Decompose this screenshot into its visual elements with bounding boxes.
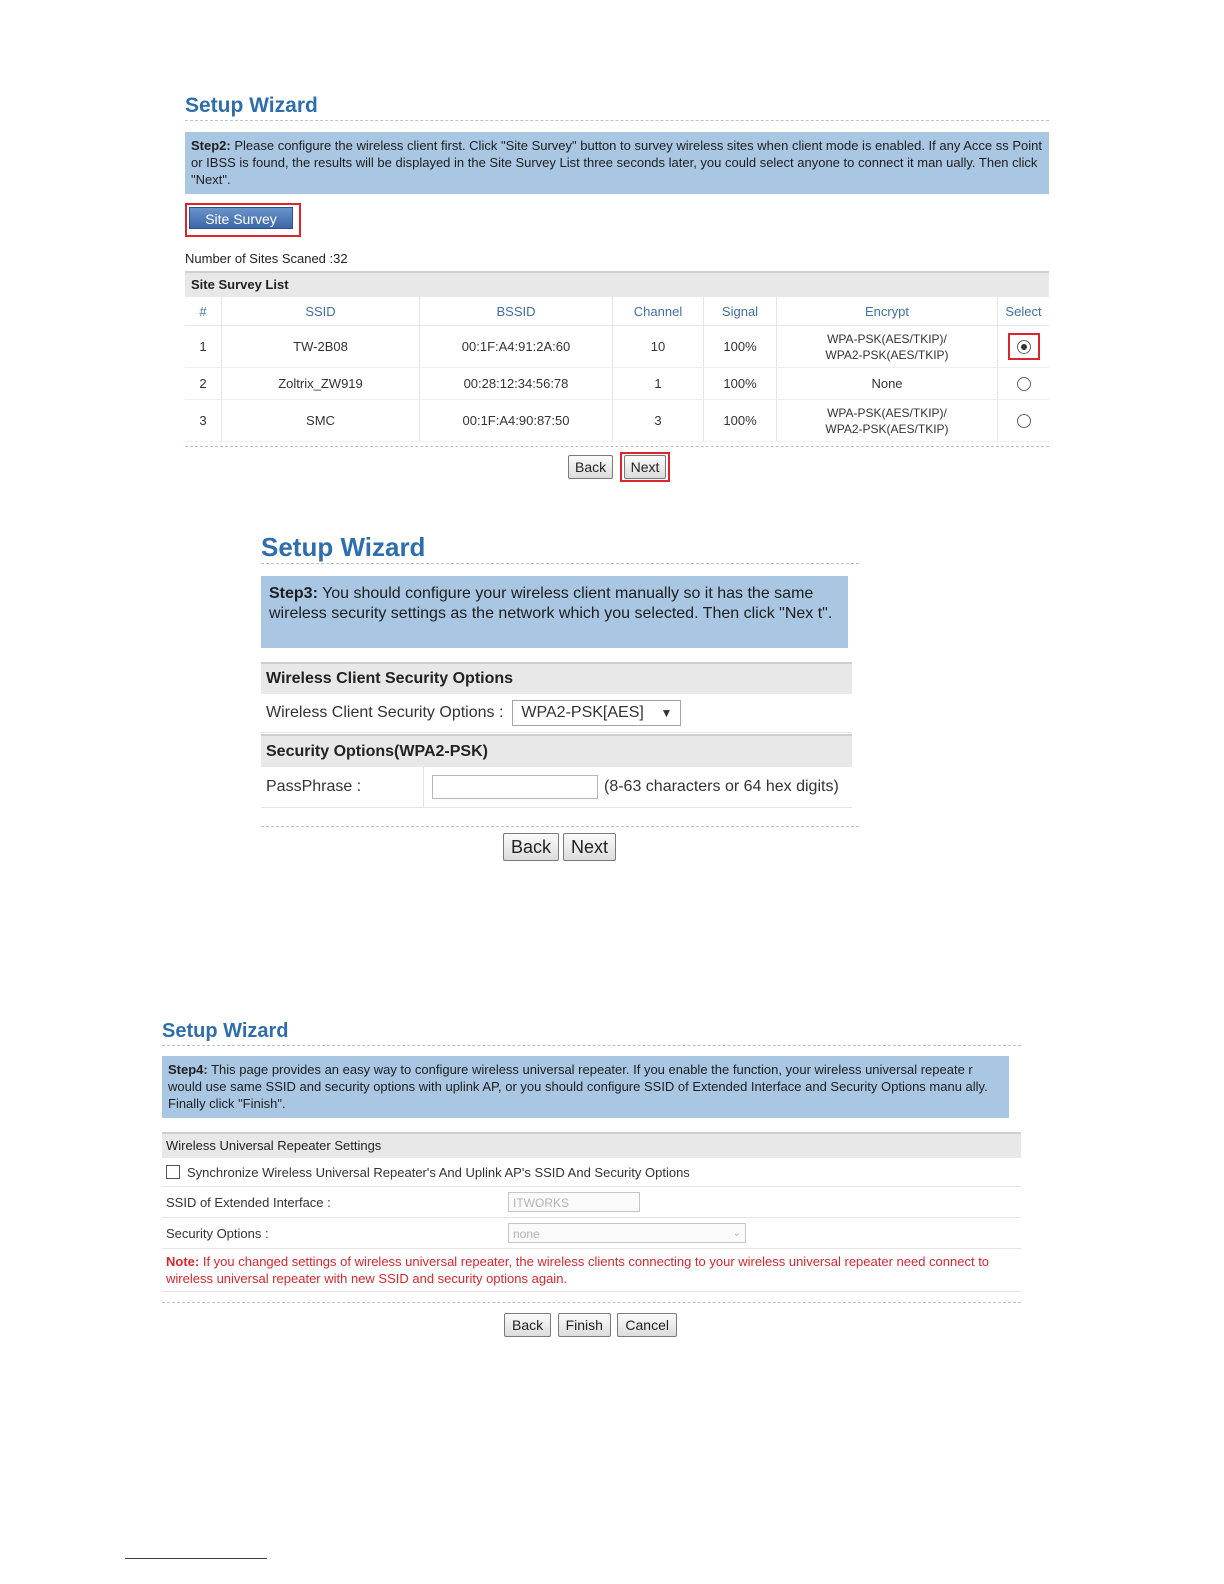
col-select: Select — [998, 297, 1050, 326]
section-title-client-security: Wireless Client Security Options — [261, 662, 852, 694]
repeater-note: Note: If you changed settings of wireless universal repeater, the wireless clients connecting to your wireless universal repeater need connect to wireless universal repeater with new SSID and security options again. — [162, 1249, 1021, 1292]
table-divider — [185, 446, 1049, 447]
sync-row — [162, 1158, 1021, 1187]
step-instructions: Step3: You should configure your wireless client manually so it has the same wireless security settings as the network which you selected. Then click "Nex t". — [261, 576, 848, 648]
setup-wizard-step3-panel — [261, 531, 859, 857]
site-survey-highlight — [185, 203, 301, 237]
col-number: # — [185, 297, 222, 326]
table-row[interactable]: 2 Zoltrix_ZW919 00:28:12:34:56:78 1 100% None — [185, 368, 1049, 400]
title-divider — [261, 563, 859, 564]
ssid-input[interactable]: ITWORKS — [508, 1192, 640, 1212]
ssid-label: SSID of Extended Interface : — [166, 1194, 331, 1210]
title-divider — [162, 1045, 1021, 1046]
security-form — [261, 662, 852, 808]
passphrase-row — [261, 767, 852, 808]
footnote-divider — [125, 1558, 267, 1559]
back-button[interactable]: Back — [568, 455, 613, 479]
ssid-row — [162, 1187, 1021, 1218]
back-button[interactable]: Back — [503, 833, 559, 861]
passphrase-hint: (8-63 characters or 64 hex digits) — [604, 778, 839, 795]
security-row — [162, 1218, 1021, 1249]
table-row[interactable]: 3 SMC 00:1F:A4:90:87:50 3 100% WPA-PSK(AES/TKIP)/ WPA2-PSK(AES/TKIP) — [185, 400, 1049, 442]
col-bssid: BSSID — [420, 297, 613, 326]
page-title: Setup Wizard — [185, 94, 318, 117]
cancel-button[interactable]: Cancel — [617, 1313, 677, 1337]
next-button[interactable]: Next — [624, 455, 667, 479]
form-divider — [261, 826, 859, 827]
table-row[interactable]: 1 TW-2B08 00:1F:A4:91:2A:60 10 100% WPA-PSK(AES/TKIP)/ WPA2-PSK(AES/TKIP) — [185, 326, 1049, 368]
select-radio-3[interactable] — [1017, 414, 1031, 428]
step-instructions: Step4: This page provides an easy way to configure wireless universal repeater. If you enable the function, your wireless universal repeate r would use same SSID and security options with uplink AP, or you should configure SSID of Extended Interface and Security Options manu ally. Finally click "Finish". — [162, 1056, 1009, 1118]
page-title: Setup Wizard — [261, 532, 426, 562]
site-survey-list-title: Site Survey List — [185, 271, 1049, 297]
next-button[interactable]: Next — [563, 833, 616, 861]
security-select[interactable]: none ⌄ — [508, 1223, 746, 1243]
col-ssid: SSID — [222, 297, 420, 326]
step-instructions: Step2: Please configure the wireless client first. Click "Site Survey" button to survey wireless sites when client mode is enabled. If any Acce ss Point or IBSS is found, the results will be displayed in the Site Survey List three seconds later, you could select anyone to connect it man ually. Then click "Next". — [185, 132, 1049, 194]
sync-checkbox[interactable] — [166, 1165, 180, 1179]
security-option-label: Wireless Client Security Options : — [266, 704, 504, 721]
setup-wizard-step4-panel — [162, 1018, 1021, 1333]
step2-buttons — [568, 452, 670, 482]
back-button[interactable]: Back — [504, 1313, 551, 1337]
passphrase-input[interactable] — [432, 775, 598, 799]
security-option-select[interactable]: WPA2-PSK[AES] ▼ — [512, 700, 681, 726]
col-encrypt: Encrypt — [777, 297, 998, 326]
step4-buttons — [504, 1313, 679, 1337]
col-channel: Channel — [613, 297, 704, 326]
form-divider — [162, 1302, 1021, 1303]
passphrase-label: PassPhrase : — [261, 767, 424, 807]
security-option-row — [261, 694, 852, 733]
security-label: Security Options : — [166, 1225, 269, 1241]
sync-label: Synchronize Wireless Universal Repeater's And Uplink AP's SSID And Security Options — [187, 1164, 690, 1180]
select-radio-1[interactable] — [1017, 340, 1031, 354]
col-signal: Signal — [704, 297, 777, 326]
step3-buttons — [503, 833, 620, 861]
site-survey-table — [185, 297, 1049, 442]
finish-button[interactable]: Finish — [558, 1313, 611, 1337]
select-radio-2[interactable] — [1017, 377, 1031, 391]
title-divider — [185, 120, 1049, 121]
section-title-wpa2-psk: Security Options(WPA2-PSK) — [261, 734, 852, 767]
selected-row-highlight — [1008, 333, 1040, 361]
setup-wizard-step2-panel — [185, 92, 1049, 475]
repeater-settings-title: Wireless Universal Repeater Settings — [162, 1132, 1021, 1158]
chevron-down-icon: ⌄ — [732, 1228, 741, 1239]
site-survey-button[interactable]: Site Survey — [189, 207, 293, 229]
table-header-row — [185, 297, 1049, 326]
caret-down-icon: ▼ — [660, 706, 673, 720]
sites-scanned-count: Number of Sites Scaned :32 — [185, 251, 348, 266]
page-title: Setup Wizard — [162, 1020, 289, 1042]
next-highlight — [620, 452, 671, 482]
